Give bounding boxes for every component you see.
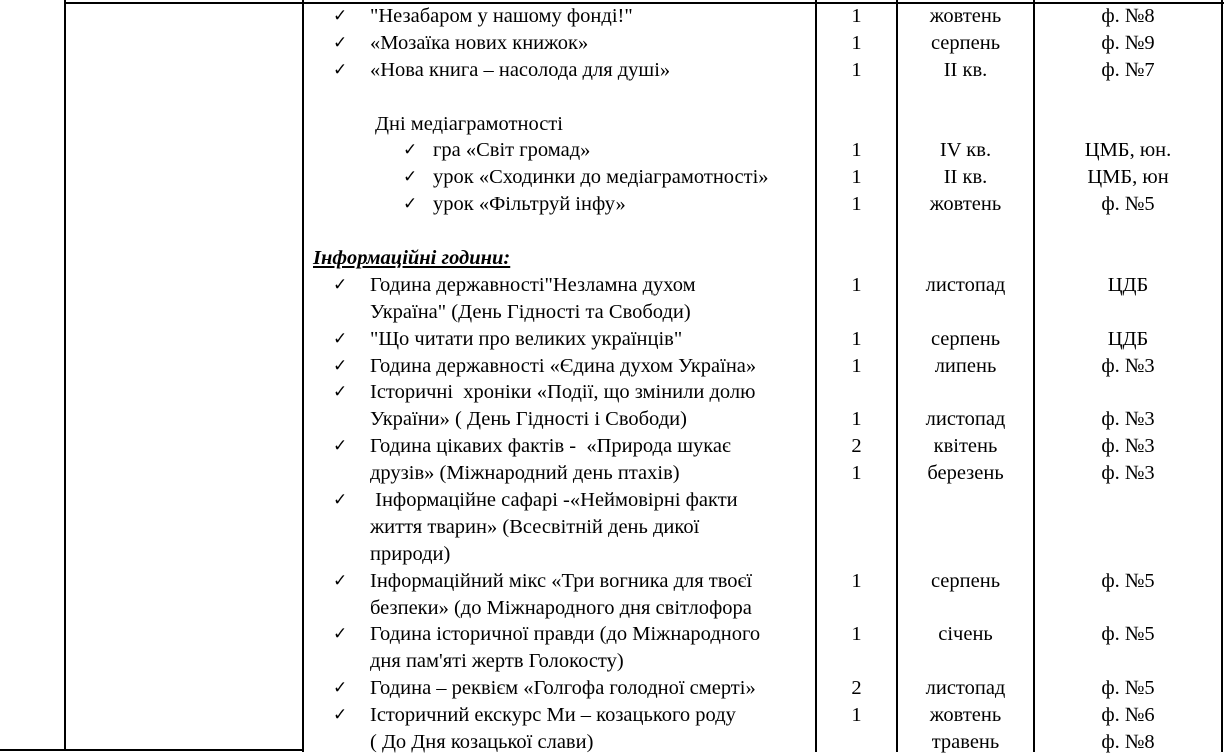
period-cell: листопад [925, 408, 1006, 431]
activity-text: урок «Сходинки до медіаграмотності» [433, 166, 769, 189]
period-cell: травень [931, 731, 1000, 754]
activity-line [303, 272, 816, 299]
activity-line [303, 568, 816, 595]
period-cell [897, 84, 1034, 111]
activity-text: Україна" (День Гідності та Свободи) [370, 300, 691, 323]
period-cell: серпень [930, 569, 1001, 592]
column-quantity [816, 3, 897, 752]
period-cell [897, 379, 1034, 406]
location-cell: ЦДБ [1107, 273, 1149, 296]
period-cell [897, 111, 1034, 138]
quantity-cell [816, 379, 897, 406]
checkmark-icon: ✓ [333, 355, 348, 376]
activity-line [303, 111, 816, 138]
activity-text: «Мозаїка нових книжок» [370, 31, 589, 54]
quantity-cell: 1 [851, 354, 862, 377]
activity-line [303, 406, 816, 433]
activity-text: Інформаційні години: [313, 247, 511, 270]
quantity-cell: 1 [851, 31, 862, 54]
quantity-cell: 2 [851, 677, 862, 700]
activity-text: України» ( День Гідності і Свободи) [370, 408, 687, 431]
activity-line [303, 702, 816, 729]
table-border-top [64, 2, 1224, 4]
activity-text: друзів» (Міжнародний день птахів) [370, 462, 680, 485]
period-cell [897, 514, 1034, 541]
quantity-cell [816, 514, 897, 541]
period-cell [897, 541, 1034, 568]
quantity-cell: 1 [851, 58, 862, 81]
quantity-cell [816, 84, 897, 111]
activity-text: Година державності"Незламна духом [370, 273, 696, 296]
activity-line [303, 164, 816, 191]
period-cell: серпень [930, 327, 1001, 350]
activity-text: безпеки» (до Міжнародного дня світлофора [370, 596, 752, 619]
location-cell: ф. №5 [1101, 677, 1155, 700]
period-cell [897, 595, 1034, 622]
checkmark-icon: ✓ [333, 274, 348, 295]
activity-line [303, 84, 816, 111]
activity-line [303, 245, 816, 272]
location-cell: ф. №3 [1101, 408, 1155, 431]
location-cell [1034, 379, 1222, 406]
checkmark-icon: ✓ [403, 167, 418, 188]
activity-line [303, 57, 816, 84]
activity-line [303, 379, 816, 406]
period-cell: листопад [925, 677, 1006, 700]
activity-text: Історичні хроніки «Події, що змінили долю [370, 381, 756, 404]
activity-line [303, 218, 816, 245]
activity-text: Інформаційне сафарі -«Неймовірні факти [370, 489, 738, 512]
activity-line [303, 3, 816, 30]
quantity-cell [816, 487, 897, 514]
checkmark-icon: ✓ [333, 705, 348, 726]
activity-text: Година – реквієм «Голгофа голодної смерті» [370, 677, 756, 700]
quantity-cell: 1 [851, 5, 862, 27]
quantity-cell: 1 [851, 569, 862, 592]
period-cell: II кв. [943, 166, 988, 189]
checkmark-icon: ✓ [333, 436, 348, 457]
activity-line [303, 514, 816, 541]
period-cell [897, 218, 1034, 245]
location-cell: ф. №8 [1101, 731, 1155, 754]
table-border-vertical [302, 0, 304, 752]
location-cell: ф. №3 [1101, 462, 1155, 485]
activity-text: дня пам'яті жертв Голокосту) [370, 650, 624, 673]
quantity-cell: 1 [851, 273, 862, 296]
period-cell: листопад [925, 273, 1006, 296]
checkmark-icon: ✓ [333, 570, 348, 591]
activity-line [303, 487, 816, 514]
table-border-bottom-left [0, 749, 304, 751]
activity-text: природи) [370, 542, 451, 565]
period-cell [897, 648, 1034, 675]
quantity-cell: 1 [851, 166, 862, 189]
activity-text: Інформаційний мікс «Три вогника для твоєї [370, 569, 753, 592]
activity-line [303, 595, 816, 622]
table-border-vertical [1221, 0, 1223, 752]
quantity-cell [816, 595, 897, 622]
period-cell: II кв. [943, 58, 988, 81]
checkmark-icon: ✓ [333, 624, 348, 645]
location-cell: ф. №5 [1101, 193, 1155, 216]
activity-text: «Нова книга – насолода для душі» [370, 58, 671, 81]
location-cell [1034, 111, 1222, 138]
activity-text: "Що читати про великих українців" [370, 327, 683, 350]
activity-line [303, 326, 816, 353]
location-cell: ф. №3 [1101, 435, 1155, 458]
checkmark-icon: ✓ [333, 490, 348, 511]
activity-text: урок «Фільтруй інфу» [433, 193, 626, 216]
quantity-cell [816, 218, 897, 245]
location-cell [1034, 514, 1222, 541]
activity-text: Година історичної правди (до Міжнародного [370, 623, 761, 646]
checkmark-icon: ✓ [333, 6, 348, 26]
location-cell: ЦМБ, юн. [1084, 139, 1172, 162]
activity-line [303, 299, 816, 326]
quantity-cell: 1 [851, 623, 862, 646]
quantity-cell: 2 [851, 435, 862, 458]
quantity-cell: 1 [851, 193, 862, 216]
quantity-cell: 1 [851, 704, 862, 727]
column-activities [303, 3, 816, 752]
period-cell: липень [934, 354, 997, 377]
table-border-vertical [1033, 0, 1035, 752]
table-border-vertical [896, 0, 898, 752]
location-cell: ф. №5 [1101, 623, 1155, 646]
location-cell: ЦМБ, юн [1087, 166, 1169, 189]
period-cell: серпень [930, 31, 1001, 54]
location-cell: ф. №3 [1101, 354, 1155, 377]
column-location [1034, 3, 1222, 752]
column-period [897, 3, 1034, 752]
location-cell: ф. №8 [1101, 5, 1155, 27]
period-cell: березень [927, 462, 1004, 485]
quantity-cell [816, 648, 897, 675]
table-border-vertical [815, 0, 817, 752]
quantity-cell: 1 [851, 139, 862, 162]
checkmark-icon: ✓ [403, 140, 418, 161]
location-cell [1034, 299, 1222, 326]
period-cell: січень [938, 623, 993, 646]
location-cell [1034, 245, 1222, 272]
activity-line [303, 541, 816, 568]
activity-text: ( До Дня козацької слави) [370, 731, 594, 754]
activity-text: Година цікавих фактів - «Природа шукає [370, 435, 731, 458]
activity-line [303, 648, 816, 675]
period-cell: жовтень [929, 193, 1002, 216]
checkmark-icon: ✓ [403, 194, 418, 215]
location-cell: ф. №9 [1101, 31, 1155, 54]
activity-text: гра «Світ громад» [433, 139, 591, 162]
quantity-cell [816, 541, 897, 568]
quantity-cell [816, 299, 897, 326]
activity-text: "Незабаром у нашому фонді!" [370, 5, 633, 27]
quantity-cell [816, 245, 897, 272]
activity-text: Година державності «Єдина духом Україна» [370, 354, 757, 377]
checkmark-icon: ✓ [333, 59, 348, 80]
activity-line [303, 621, 816, 648]
checkmark-icon: ✓ [333, 32, 348, 53]
location-cell [1034, 595, 1222, 622]
location-cell: ф. №5 [1101, 569, 1155, 592]
checkmark-icon: ✓ [333, 382, 348, 403]
checkmark-icon: ✓ [333, 328, 348, 349]
location-cell [1034, 84, 1222, 111]
period-cell [897, 299, 1034, 326]
location-cell [1034, 218, 1222, 245]
table-border-vertical [64, 0, 66, 749]
activity-text: життя тварин» (Всесвітній день дикої [370, 515, 700, 538]
period-cell: квітень [933, 435, 998, 458]
activity-text: Історичний екскурс Ми – козацького роду [370, 704, 736, 727]
activity-line [303, 191, 816, 218]
quantity-cell: 1 [851, 462, 862, 485]
activity-line [303, 675, 816, 702]
empty-cell-left [0, 3, 65, 752]
period-cell: жовтень [929, 704, 1002, 727]
activity-line [303, 137, 816, 164]
activity-line [303, 460, 816, 487]
checkmark-icon: ✓ [333, 678, 348, 699]
empty-cell-second [65, 3, 303, 752]
quantity-cell: 1 [851, 408, 862, 431]
location-cell: ЦДБ [1107, 327, 1149, 350]
period-cell: IV кв. [939, 139, 992, 162]
location-cell [1034, 648, 1222, 675]
quantity-cell: 1 [851, 327, 862, 350]
activity-line [303, 433, 816, 460]
location-cell: ф. №7 [1101, 58, 1155, 81]
period-cell: жовтень [929, 5, 1002, 27]
location-cell: ф. №6 [1101, 704, 1155, 727]
quantity-cell [816, 111, 897, 138]
period-cell [897, 487, 1034, 514]
activity-line [303, 353, 816, 380]
activity-line [303, 30, 816, 57]
location-cell [1034, 487, 1222, 514]
location-cell [1034, 541, 1222, 568]
period-cell [897, 245, 1034, 272]
activity-text: Дні медіаграмотності [375, 112, 563, 135]
